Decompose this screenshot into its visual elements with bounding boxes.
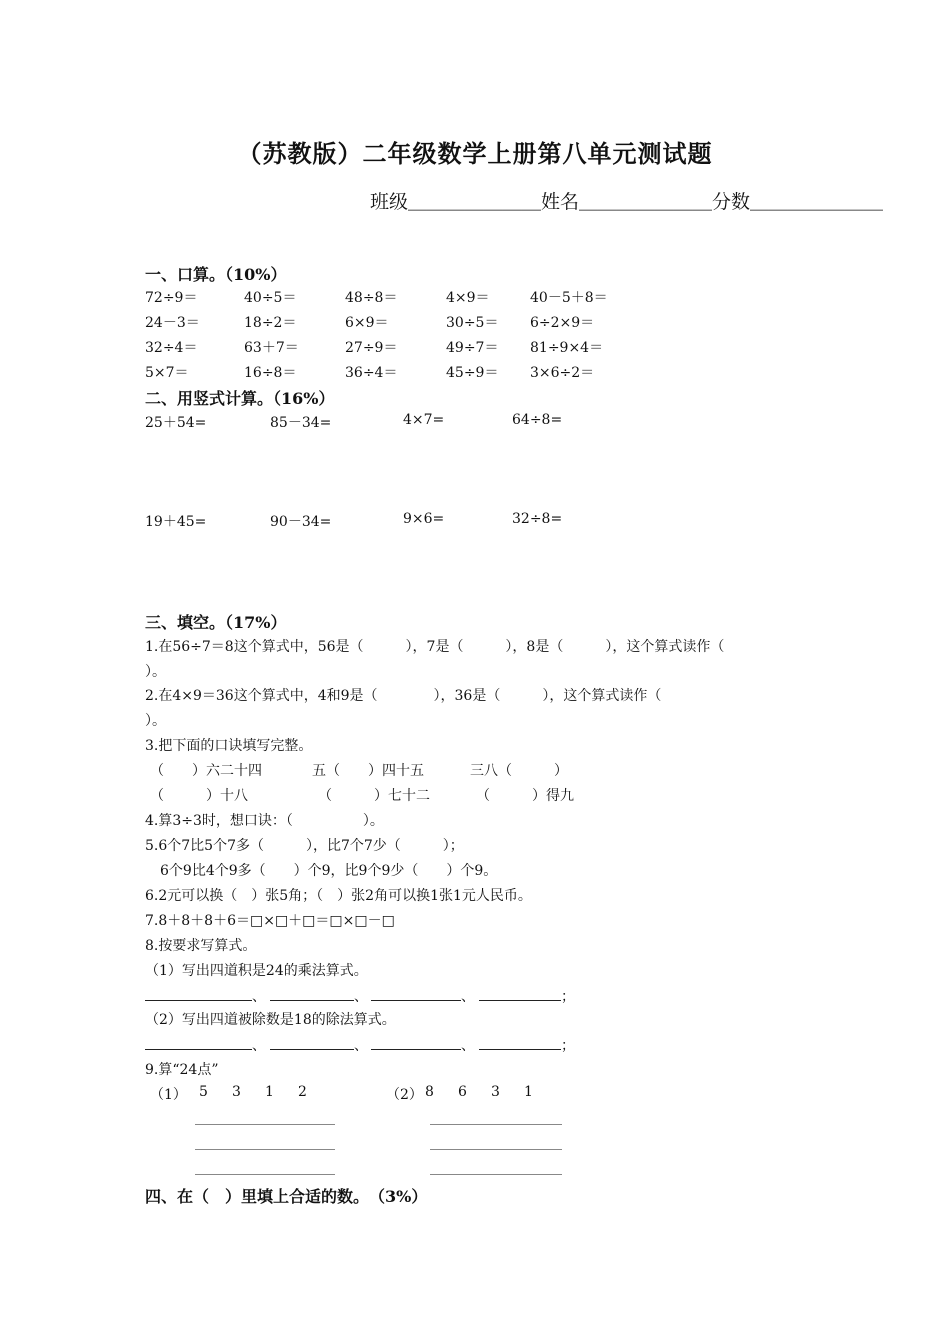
q7-text: 7.8＋8＋8＋6＝□×□＋□＝□×□－□ — [145, 913, 395, 929]
oral-calc-item: 40－5＋8＝ — [530, 290, 608, 306]
q8-1-answer-line[interactable] — [145, 1000, 252, 1001]
q2-line1: 2.在4×9＝36这个算式中，4和9是（ ），36是（ ），这个算式读作（ — [145, 688, 662, 704]
q8-1-answer-line[interactable] — [371, 1000, 461, 1001]
oral-calc-item: 32÷4＝ — [145, 340, 198, 356]
q9-1-label: （1） — [150, 1087, 187, 1103]
q9-2-number: 8 — [425, 1084, 434, 1100]
q8-2-text: （2）写出四道被除数是18的除法算式。 — [145, 1012, 396, 1028]
q1-line1: 1.在56÷7＝8这个算式中，56是（ ），7是（ ），8是（ ），这个算式读作（ — [145, 639, 725, 655]
q9-1-answer-line[interactable] — [195, 1124, 335, 1125]
q8-2-answer-line[interactable] — [145, 1049, 252, 1050]
vertical-calc-item: 32÷8= — [512, 511, 563, 527]
oral-calc-item: 49÷7＝ — [446, 340, 499, 356]
q9-2-answer-line[interactable] — [430, 1149, 562, 1150]
page-title: （苏教版）二年级数学上册第八单元测试题 — [237, 139, 713, 168]
q9-1-number: 3 — [232, 1084, 241, 1100]
q4-text: 4.算3÷3时，想口诀：（ ）。 — [145, 813, 384, 829]
q2-line2: ）。 — [145, 713, 166, 729]
q9-2-number: 1 — [524, 1084, 533, 1100]
q8-text: 8.按要求写算式。 — [145, 938, 257, 954]
q8-2-end: ； — [561, 1038, 575, 1054]
oral-calc-item: 72÷9＝ — [145, 290, 198, 306]
oral-calc-item: 40÷5＝ — [244, 290, 297, 306]
q8-1-sep: 、 — [461, 989, 475, 1005]
q9-1-answer-line[interactable] — [195, 1174, 335, 1175]
vertical-calc-item: 25＋54= — [145, 415, 207, 431]
q9-1-number: 2 — [298, 1084, 307, 1100]
vertical-calc-item: 9×6= — [403, 511, 445, 527]
vertical-calc-item: 19＋45= — [145, 514, 207, 530]
q3-row1-item2: 五（ ）四十五 — [312, 763, 424, 779]
oral-calc-item: 81÷9×4＝ — [530, 340, 604, 356]
vertical-calc-item: 85－34= — [270, 415, 332, 431]
oral-calc-item: 5×7＝ — [145, 365, 189, 381]
section-4-heading: 四、在（ ）里填上合适的数。 （3%） — [145, 1187, 428, 1206]
q6-text: 6.2元可以换（ ）张5角；（ ）张2角可以换1张1元人民币。 — [145, 888, 532, 904]
q9-1-number: 5 — [199, 1084, 208, 1100]
oral-calc-item: 16÷8＝ — [244, 365, 297, 381]
section-2-heading: 二、用竖式计算。（16%） — [145, 389, 335, 408]
oral-calc-item: 48÷8＝ — [345, 290, 398, 306]
q8-2-sep: 、 — [354, 1038, 368, 1054]
q3-text: 3.把下面的口诀填写完整。 — [145, 738, 313, 754]
student-info-line: 班级＿＿＿＿＿＿＿姓名＿＿＿＿＿＿＿分数＿＿＿＿＿＿＿ — [370, 191, 884, 213]
q9-2-answer-line[interactable] — [430, 1124, 562, 1125]
q8-2-answer-line[interactable] — [371, 1049, 461, 1050]
vertical-calc-item: 4×7= — [403, 412, 445, 428]
q9-2-answer-line[interactable] — [430, 1174, 562, 1175]
q3-row1-item1: （ ）六二十四 — [150, 763, 262, 779]
q9-2-label: （2） — [386, 1087, 423, 1103]
q9-1-answer-line[interactable] — [195, 1149, 335, 1150]
q8-2-answer-line[interactable] — [479, 1049, 561, 1050]
q3-row1-item3: 三八（ ） — [470, 763, 568, 779]
q8-1-text: （1）写出四道积是24的乘法算式。 — [145, 963, 368, 979]
q3-row2-item3: （ ）得九 — [476, 788, 574, 804]
q8-2-sep: 、 — [461, 1038, 475, 1054]
vertical-calc-item: 64÷8= — [512, 412, 563, 428]
oral-calc-item: 63＋7＝ — [244, 340, 299, 356]
q8-1-answer-line[interactable] — [270, 1000, 354, 1001]
q5-line1: 5.6个7比5个7多（ ），比7个7少（ ）； — [145, 838, 464, 854]
q8-1-sep: 、 — [252, 989, 266, 1005]
q3-row2-item2: （ ）七十二 — [318, 788, 430, 804]
q3-row2-item1: （ ）十八 — [150, 788, 248, 804]
oral-calc-item: 27÷9＝ — [345, 340, 398, 356]
q8-1-answer-line[interactable] — [479, 1000, 561, 1001]
oral-calc-item: 4×9＝ — [446, 290, 490, 306]
vertical-calc-item: 90－34= — [270, 514, 332, 530]
oral-calc-item: 24－3＝ — [145, 315, 200, 331]
q8-1-end: ； — [561, 989, 575, 1005]
q5-line2: 6个9比4个9多（ ）个9，比9个9少（ ）个9。 — [160, 863, 498, 879]
q9-2-number: 3 — [491, 1084, 500, 1100]
oral-calc-item: 36÷4＝ — [345, 365, 398, 381]
q9-1-number: 1 — [265, 1084, 274, 1100]
oral-calc-item: 45÷9＝ — [446, 365, 499, 381]
q8-2-answer-line[interactable] — [270, 1049, 354, 1050]
oral-calc-item: 3×6÷2＝ — [530, 365, 595, 381]
q9-2-number: 6 — [458, 1084, 467, 1100]
q9-text: 9.算“24点” — [145, 1062, 219, 1078]
oral-calc-item: 6×9＝ — [345, 315, 389, 331]
oral-calc-item: 18÷2＝ — [244, 315, 297, 331]
q1-line2: ）。 — [145, 664, 166, 680]
q8-2-sep: 、 — [252, 1038, 266, 1054]
q8-1-sep: 、 — [354, 989, 368, 1005]
section-3-heading: 三、填空。（17%） — [145, 613, 287, 632]
section-1-heading: 一、口算。（10%） — [145, 265, 287, 284]
oral-calc-item: 6÷2×9＝ — [530, 315, 595, 331]
oral-calc-item: 30÷5＝ — [446, 315, 499, 331]
